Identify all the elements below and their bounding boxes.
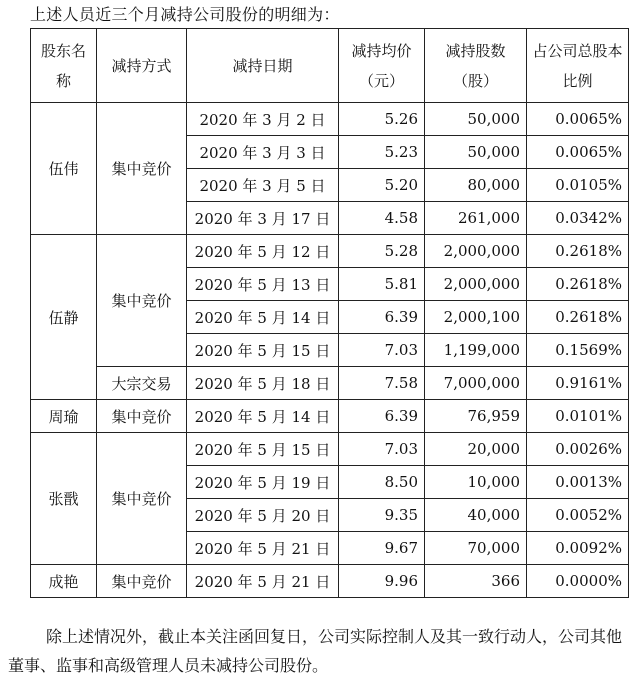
cell-ratio: 0.0101% — [527, 400, 629, 433]
cell-ratio: 0.2618% — [527, 268, 629, 301]
cell-ratio: 0.2618% — [527, 301, 629, 334]
cell-shares: 1,199,000 — [425, 334, 527, 367]
table-row — [31, 433, 629, 466]
cell-date: 2020 年 3 月 17 日 — [187, 202, 339, 235]
cell-date: 2020 年 5 月 15 日 — [187, 334, 339, 367]
header-avg-price: 减持均价（元） — [339, 29, 425, 103]
cell-method: 集中竞价 — [97, 235, 187, 367]
cell-shares: 366 — [425, 565, 527, 598]
table-header-row — [31, 29, 629, 103]
cell-ratio: 0.0000% — [527, 565, 629, 598]
cell-ratio: 0.2618% — [527, 235, 629, 268]
cell-avg-price: 5.28 — [339, 235, 425, 268]
intro-text: 上述人员近三个月减持公司股份的明细为： — [30, 5, 340, 24]
cell-shares: 76,959 — [425, 400, 527, 433]
cell-ratio: 0.0342% — [527, 202, 629, 235]
cell-method: 集中竞价 — [97, 565, 187, 598]
table-row — [31, 103, 629, 136]
cell-date: 2020 年 3 月 2 日 — [187, 103, 339, 136]
cell-date: 2020 年 5 月 21 日 — [187, 565, 339, 598]
cell-ratio: 0.9161% — [527, 367, 629, 400]
cell-shares: 261,000 — [425, 202, 527, 235]
cell-ratio: 0.0105% — [527, 169, 629, 202]
cell-shares: 70,000 — [425, 532, 527, 565]
cell-shares: 50,000 — [425, 103, 527, 136]
header-shares: 减持股数（股） — [425, 29, 527, 103]
cell-avg-price: 9.67 — [339, 532, 425, 565]
cell-shareholder: 张戬 — [31, 433, 97, 565]
cell-date: 2020 年 5 月 14 日 — [187, 400, 339, 433]
table-row — [31, 235, 629, 268]
cell-avg-price: 6.39 — [339, 301, 425, 334]
cell-shares: 2,000,000 — [425, 235, 527, 268]
cell-shareholder: 伍静 — [31, 235, 97, 400]
cell-ratio: 0.0065% — [527, 103, 629, 136]
cell-avg-price: 5.23 — [339, 136, 425, 169]
cell-shares: 2,000,100 — [425, 301, 527, 334]
cell-date: 2020 年 5 月 20 日 — [187, 499, 339, 532]
cell-ratio: 0.0065% — [527, 136, 629, 169]
cell-shares: 40,000 — [425, 499, 527, 532]
cell-avg-price: 7.03 — [339, 334, 425, 367]
header-shareholder: 股东名称 — [31, 29, 97, 103]
cell-avg-price: 5.26 — [339, 103, 425, 136]
table-row — [31, 400, 629, 433]
cell-avg-price: 9.35 — [339, 499, 425, 532]
cell-date: 2020 年 3 月 5 日 — [187, 169, 339, 202]
cell-ratio: 0.1569% — [527, 334, 629, 367]
cell-date: 2020 年 5 月 12 日 — [187, 235, 339, 268]
cell-method: 集中竞价 — [97, 103, 187, 235]
cell-ratio: 0.0052% — [527, 499, 629, 532]
share-reduction-table — [30, 28, 629, 598]
cell-shares: 50,000 — [425, 136, 527, 169]
cell-ratio: 0.0092% — [527, 532, 629, 565]
cell-date: 2020 年 5 月 21 日 — [187, 532, 339, 565]
cell-ratio: 0.0026% — [527, 433, 629, 466]
cell-ratio: 0.0013% — [527, 466, 629, 499]
cell-shareholder: 成艳 — [31, 565, 97, 598]
cell-shares: 80,000 — [425, 169, 527, 202]
cell-method: 大宗交易 — [97, 367, 187, 400]
cell-date: 2020 年 5 月 15 日 — [187, 433, 339, 466]
cell-shares: 20,000 — [425, 433, 527, 466]
cell-date: 2020 年 5 月 18 日 — [187, 367, 339, 400]
header-ratio: 占公司总股本比例 — [527, 29, 629, 103]
cell-avg-price: 6.39 — [339, 400, 425, 433]
cell-avg-price: 9.96 — [339, 565, 425, 598]
cell-date: 2020 年 5 月 19 日 — [187, 466, 339, 499]
cell-date: 2020 年 5 月 13 日 — [187, 268, 339, 301]
header-method: 减持方式 — [97, 29, 187, 103]
cell-avg-price: 5.20 — [339, 169, 425, 202]
cell-avg-price: 7.03 — [339, 433, 425, 466]
cell-shareholder: 周瑜 — [31, 400, 97, 433]
cell-avg-price: 7.58 — [339, 367, 425, 400]
cell-shares: 10,000 — [425, 466, 527, 499]
cell-avg-price: 5.81 — [339, 268, 425, 301]
cell-date: 2020 年 5 月 14 日 — [187, 301, 339, 334]
cell-method: 集中竞价 — [97, 433, 187, 565]
cell-date: 2020 年 3 月 3 日 — [187, 136, 339, 169]
cell-shares: 7,000,000 — [425, 367, 527, 400]
cell-avg-price: 4.58 — [339, 202, 425, 235]
cell-shares: 2,000,000 — [425, 268, 527, 301]
table-row — [31, 565, 629, 598]
table-row — [31, 367, 629, 400]
header-date: 减持日期 — [187, 29, 339, 103]
cell-avg-price: 8.50 — [339, 466, 425, 499]
footer-paragraph: 除上述情况外，截止本关注函回复日，公司实际控制人及其一致行动人，公司其他董事、监事和高级管理人员未减持公司股份。 — [8, 627, 623, 675]
cell-method: 集中竞价 — [97, 400, 187, 433]
cell-shareholder: 伍伟 — [31, 103, 97, 235]
